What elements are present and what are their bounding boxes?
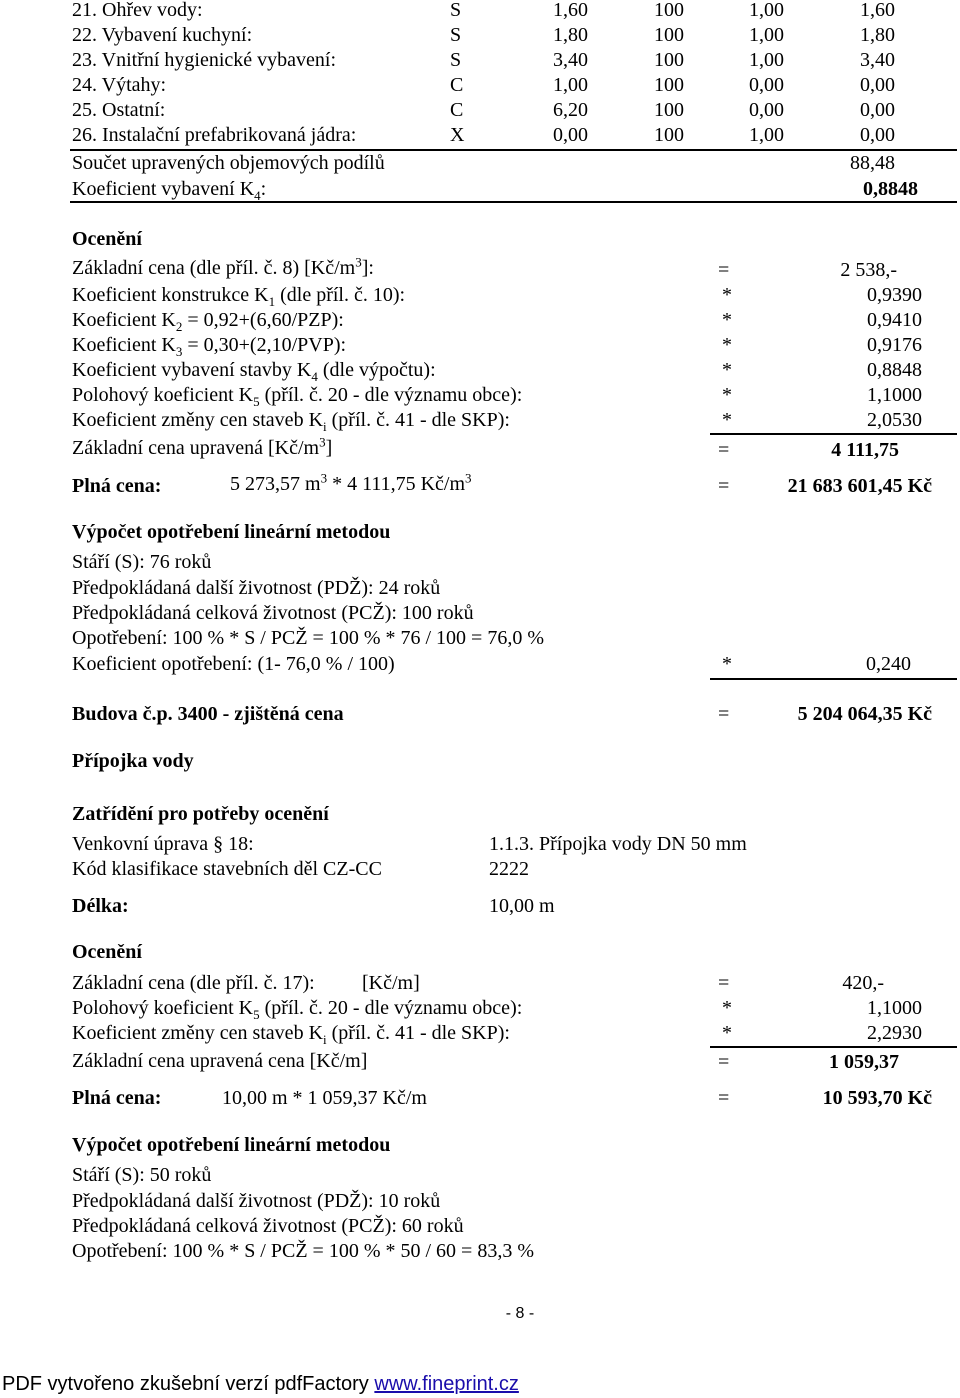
outdoor-value: 1.1.3. Přípojka vody DN 50 mm	[489, 833, 747, 855]
section-title: Přípojka vody	[72, 750, 194, 772]
k3-label: Koeficient $K_3 = 0,30+(2,10/PVP)$:	[72, 334, 347, 359]
equipment-row-v1: 1,00	[553, 74, 588, 96]
length-label: Délka:	[72, 895, 129, 917]
k2-label: Koeficient $K_2 = 0,92+(6,60/PZP)$:	[72, 309, 344, 334]
k1-label: Koeficient konstrukce $K_1$ (dle příl. č. 10):	[72, 284, 406, 309]
building-result-operator: =	[718, 703, 730, 725]
equipment-row-name: 26. Instalační prefabrikovaná jádra:	[72, 124, 357, 146]
ki-operator: *	[722, 409, 732, 431]
equipment-row-v2: 100	[654, 24, 684, 46]
wear-heading: Výpočet opotřebení lineární metodou	[72, 521, 391, 543]
equipment-row-v3: 1,00	[749, 0, 784, 21]
equipment-row-v3: 1,00	[749, 24, 784, 46]
k5-label-2: Polohový koeficient $K_5$ (příl. č. 20 - dle významu obce):	[72, 997, 523, 1022]
wear-coefficient-operator: *	[722, 653, 732, 675]
cc-code-value: 2222	[489, 858, 529, 880]
equipment-row-cls: S	[450, 0, 462, 21]
building-result-label: Budova č.p. 3400 - zjištěná cena	[72, 703, 344, 725]
wear-line-2: Opotřebení: 100 % * S / PCŽ = 100 % * 50 / 60 = 83,3 %	[72, 1240, 534, 1262]
k3-value: 0,9176	[867, 334, 922, 356]
equipment-row-v3: 1,00	[749, 49, 784, 71]
adjusted-price-label-2: Základní cena upravená cena [Kč/m]	[72, 1050, 368, 1072]
k5-operator: *	[722, 384, 732, 406]
wear-line-2: Stáří (S): 50 roků	[72, 1164, 212, 1186]
equipment-row-v1: 3,40	[553, 49, 588, 71]
k4-value: 0,8848	[867, 359, 922, 381]
equipment-row-v2: 100	[654, 99, 684, 121]
adjusted-price-operator: =	[718, 439, 730, 461]
wear-heading-2: Výpočet opotřebení lineární metodou	[72, 1134, 391, 1156]
wear-line: Opotřebení: 100 % * S / PCŽ = 100 % * 76 / 100 = 76,0 %	[72, 627, 544, 649]
k1-operator: *	[722, 284, 732, 306]
equipment-row-cls: S	[450, 24, 462, 46]
equipment-row-v4: 0,00	[860, 99, 895, 121]
base-price-unit-2: [Kč/m]	[362, 972, 420, 994]
k2-operator: *	[722, 309, 732, 331]
base-price-label: Základní cena (dle příl. č. 8) $[Kč/m^3]$:	[72, 254, 374, 279]
k5-operator-2: *	[722, 997, 732, 1019]
adjusted-price-value: 4 111,75	[831, 439, 899, 461]
equipment-row-name: 24. Výtahy:	[72, 74, 167, 96]
full-price-expression-2: 10,00 m * 1 059,37 Kč/m	[222, 1087, 427, 1109]
equipment-row-v4: 3,40	[860, 49, 895, 71]
wear-coefficient-label: Koeficient opotřebení: (1- 76,0 % / 100)	[72, 653, 395, 675]
equipment-row-cls: C	[450, 74, 464, 96]
equipment-row-v2: 100	[654, 124, 684, 146]
k4-summary-label: Koeficient vybavení $K_4$:	[72, 178, 267, 203]
ki-label: Koeficient změny cen staveb $K_i$ (příl. č. 41 - dle SKP):	[72, 409, 510, 434]
base-price-operator: =	[718, 259, 730, 281]
equipment-row-name: 22. Vybavení kuchyní:	[72, 24, 253, 46]
equipment-row-v3: 1,00	[749, 124, 784, 146]
k4-operator: *	[722, 359, 732, 381]
adjusted-price-label: Základní cena upravená $[Kč/m^3]$	[72, 434, 333, 459]
footer	[2, 1372, 519, 1396]
k4-summary-value: 0,8848	[863, 178, 918, 200]
full-price-label-2: Plná cena:	[72, 1087, 162, 1109]
full-price-label: Plná cena:	[72, 475, 162, 497]
k2-value: 0,9410	[867, 309, 922, 331]
ki-value-2: 2,2930	[867, 1022, 922, 1044]
k5-label: Polohový koeficient $K_5$ (příl. č. 20 - dle významu obce):	[72, 384, 523, 409]
wear-line: Stáří (S): 76 roků	[72, 551, 212, 573]
equipment-row-cls: S	[450, 49, 462, 71]
base-price-label-2: Základní cena (dle příl. č. 17):	[72, 972, 315, 994]
outdoor-label: Venkovní úprava § 18:	[72, 833, 254, 855]
k5-value-2: 1,1000	[867, 997, 922, 1019]
classification-heading: Zatřídění pro potřeby ocenění	[72, 803, 329, 825]
equipment-row-v4: 1,80	[860, 24, 895, 46]
equipment-row-name: 25. Ostatní:	[72, 99, 166, 121]
footer-link[interactable]: www.fineprint.cz	[374, 1373, 519, 1395]
equipment-row-cls: X	[450, 124, 465, 146]
k4-label: Koeficient vybavení stavby $K_4$ (dle výpočtu):	[72, 359, 436, 384]
equipment-row-v2: 100	[654, 74, 684, 96]
base-price-value-2: 420,-	[842, 972, 884, 994]
adjusted-price-operator-2: =	[718, 1051, 730, 1073]
full-price-operator: =	[718, 475, 730, 497]
footer-text: PDF vytvořeno zkušební verzí pdfFactory	[2, 1373, 375, 1395]
base-price-value: 2 538,-	[840, 259, 897, 281]
k1-value: 0,9390	[867, 284, 922, 306]
equipment-row-v1: 1,60	[553, 0, 588, 21]
k3-operator: *	[722, 334, 732, 356]
equipment-row-v1: 1,80	[553, 24, 588, 46]
ki-label-2: Koeficient změny cen staveb $K_i$ (příl. č. 41 - dle SKP):	[72, 1022, 510, 1047]
full-price-value: 21 683 601,45 Kč	[787, 475, 932, 497]
ki-operator-2: *	[722, 1022, 732, 1044]
equipment-row-v1: 0,00	[553, 124, 588, 146]
sum-value: 88,48	[850, 152, 895, 174]
equipment-row-v4: 0,00	[860, 74, 895, 96]
cc-code-label: Kód klasifikace stavebních děl CZ-CC	[72, 858, 382, 880]
full-price-expression: 5 273,57 $m^3 * 4$ 111,75 $Kč/m^3$	[230, 470, 472, 495]
k5-value: 1,1000	[867, 384, 922, 406]
wear-line-2: Předpokládaná další životnost (PDŽ): 10 roků	[72, 1190, 441, 1212]
equipment-row-name: 21. Ohřev vody:	[72, 0, 203, 21]
equipment-row-v3: 0,00	[749, 74, 784, 96]
valuation-heading: Ocenění	[72, 228, 142, 250]
wear-line-2: Předpokládaná celková životnost (PCŽ): 60 roků	[72, 1215, 464, 1237]
base-price-operator-2: =	[718, 972, 730, 994]
equipment-row-v3: 0,00	[749, 99, 784, 121]
length-value: 10,00 m	[489, 895, 555, 917]
wear-coefficient-value: 0,240	[866, 653, 911, 675]
equipment-row-name: 23. Vnitřní hygienické vybavení:	[72, 49, 337, 71]
page-number: - 8 -	[505, 1305, 535, 1322]
equipment-row-v4: 0,00	[860, 124, 895, 146]
wear-line: Předpokládaná další životnost (PDŽ): 24 roků	[72, 577, 441, 599]
full-price-value-2: 10 593,70 Kč	[822, 1087, 932, 1109]
full-price-operator-2: =	[718, 1087, 730, 1109]
equipment-row-v4: 1,60	[860, 0, 895, 21]
equipment-row-cls: C	[450, 99, 464, 121]
equipment-row-v2: 100	[654, 0, 684, 21]
sum-label: Součet upravených objemových podílů	[72, 152, 385, 174]
ki-value: 2,0530	[867, 409, 922, 431]
valuation-heading-2: Ocenění	[72, 941, 142, 963]
wear-line: Předpokládaná celková životnost (PCŽ): 100 roků	[72, 602, 474, 624]
building-result-value: 5 204 064,35 Kč	[797, 703, 932, 725]
equipment-row-v1: 6,20	[553, 99, 588, 121]
equipment-row-v2: 100	[654, 49, 684, 71]
adjusted-price-value-2: 1 059,37	[829, 1051, 899, 1073]
